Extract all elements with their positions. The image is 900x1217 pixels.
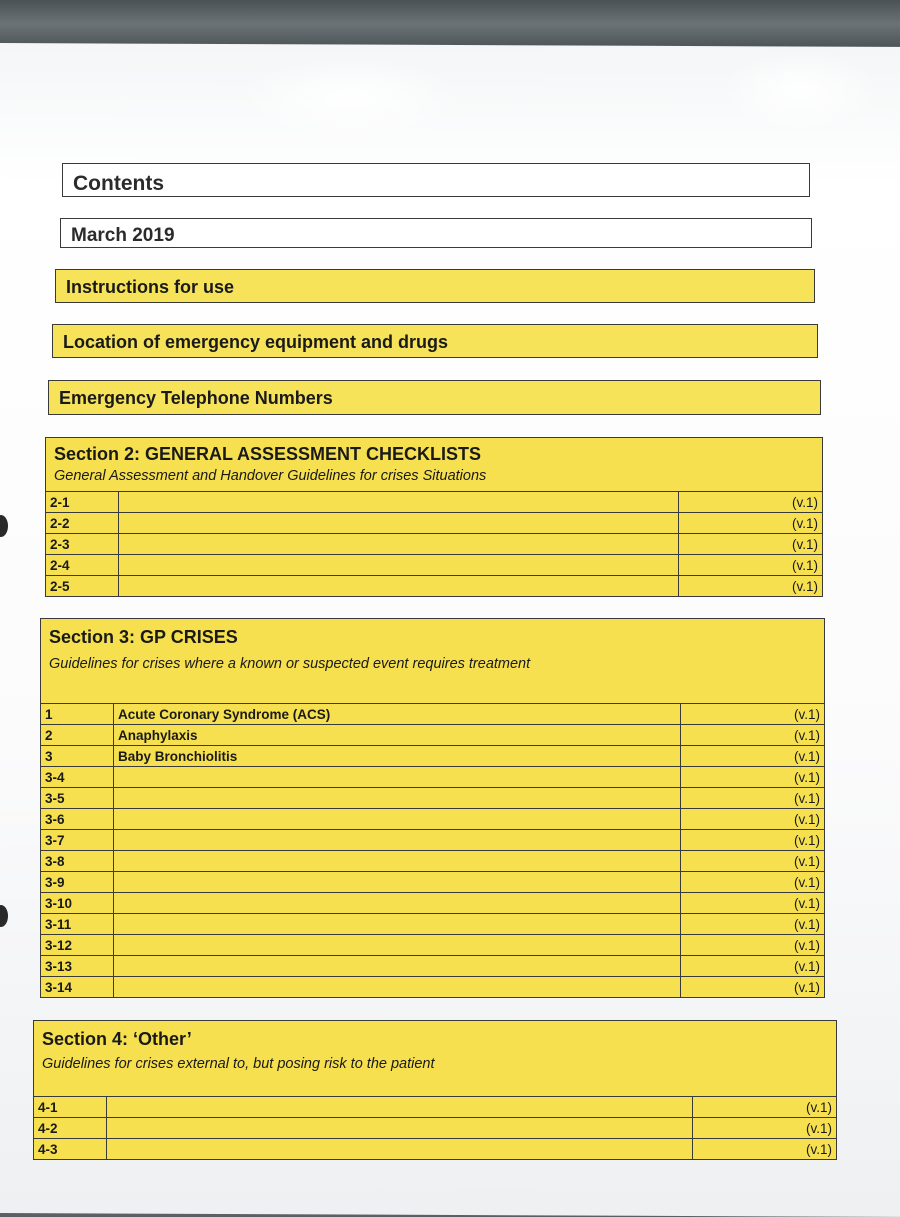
- table-row[interactable]: [41, 725, 824, 746]
- row-version: (v.1): [681, 851, 825, 872]
- row-version: (v.1): [679, 492, 823, 513]
- table-row[interactable]: [41, 956, 824, 977]
- row-title: [114, 767, 681, 788]
- section-4-panel: [33, 1020, 837, 1160]
- row-number: 4-2: [34, 1118, 107, 1139]
- table-row[interactable]: [46, 534, 822, 555]
- instructions-link[interactable]: Instructions for use: [55, 269, 815, 303]
- row-number: 3-4: [41, 767, 114, 788]
- row-version: (v.1): [693, 1118, 837, 1139]
- section-2-title: Section 2: GENERAL ASSESSMENT CHECKLISTS: [54, 444, 482, 464]
- table-row[interactable]: [46, 576, 822, 597]
- table-row[interactable]: [34, 1118, 836, 1139]
- row-number: 4-1: [34, 1097, 107, 1118]
- row-version: (v.1): [681, 830, 825, 851]
- table-row[interactable]: [41, 914, 824, 935]
- telephone-numbers-link[interactable]: Emergency Telephone Numbers: [48, 380, 821, 415]
- row-title: [114, 788, 681, 809]
- row-title: [114, 830, 681, 851]
- table-row[interactable]: [41, 872, 824, 893]
- row-number: 2-2: [46, 513, 119, 534]
- table-row[interactable]: [41, 704, 824, 725]
- row-number: 3-10: [41, 893, 114, 914]
- section-2-table: [46, 491, 822, 596]
- row-title: [119, 555, 679, 576]
- section-2-subtitle: General Assessment and Handover Guidelines for crises Situations: [54, 468, 487, 484]
- row-version: (v.1): [681, 809, 825, 830]
- row-title: [119, 576, 679, 597]
- table-row[interactable]: [46, 513, 822, 534]
- row-version: (v.1): [681, 977, 825, 998]
- row-number: 2-4: [46, 555, 119, 576]
- row-version: (v.1): [681, 746, 825, 767]
- row-version: (v.1): [681, 725, 825, 746]
- row-number: 2-5: [46, 576, 119, 597]
- section-4-subtitle: Guidelines for crises external to, but posing risk to the patient: [42, 1056, 435, 1072]
- row-version: (v.1): [681, 788, 825, 809]
- section-3-panel: [40, 618, 825, 998]
- table-row[interactable]: [41, 851, 824, 872]
- row-title: [107, 1118, 693, 1139]
- row-version: (v.1): [681, 704, 825, 725]
- table-row[interactable]: [34, 1139, 836, 1160]
- table-row[interactable]: [41, 935, 824, 956]
- table-row[interactable]: [41, 893, 824, 914]
- section-2-panel: [45, 437, 823, 597]
- row-title: [107, 1139, 693, 1160]
- row-number: 3-5: [41, 788, 114, 809]
- row-title: Baby Bronchiolitis: [114, 746, 681, 767]
- row-number: 2-3: [46, 534, 119, 555]
- row-title: Anaphylaxis: [114, 725, 681, 746]
- row-number: 3-8: [41, 851, 114, 872]
- row-number: 3-6: [41, 809, 114, 830]
- row-title: [114, 935, 681, 956]
- row-version: (v.1): [681, 914, 825, 935]
- table-row[interactable]: [41, 977, 824, 998]
- equipment-location-link[interactable]: Location of emergency equipment and drugs: [52, 324, 818, 358]
- row-number: 2: [41, 725, 114, 746]
- row-title: [107, 1097, 693, 1118]
- row-version: (v.1): [681, 935, 825, 956]
- row-version: (v.1): [681, 956, 825, 977]
- table-row[interactable]: [41, 830, 824, 851]
- row-version: (v.1): [681, 872, 825, 893]
- row-title: [119, 492, 679, 513]
- table-row[interactable]: [46, 492, 822, 513]
- row-title: [114, 851, 681, 872]
- table-row[interactable]: [34, 1097, 836, 1118]
- table-row[interactable]: [41, 809, 824, 830]
- row-version: (v.1): [693, 1097, 837, 1118]
- row-title: Acute Coronary Syndrome (ACS): [114, 704, 681, 725]
- section-3-table: [41, 703, 824, 997]
- row-title: [114, 914, 681, 935]
- contents-heading: Contents: [62, 163, 810, 197]
- row-number: 3-11: [41, 914, 114, 935]
- row-number: 3-14: [41, 977, 114, 998]
- section-3-title: Section 3: GP CRISES: [49, 627, 238, 647]
- row-version: (v.1): [681, 893, 825, 914]
- row-version: (v.1): [679, 534, 823, 555]
- row-title: [114, 956, 681, 977]
- row-number: 1: [41, 704, 114, 725]
- row-title: [114, 977, 681, 998]
- row-title: [114, 872, 681, 893]
- row-title: [119, 513, 679, 534]
- row-version: (v.1): [681, 767, 825, 788]
- row-number: 4-3: [34, 1139, 107, 1160]
- row-version: (v.1): [693, 1139, 837, 1160]
- glare-reflection: [240, 55, 460, 140]
- row-title: [114, 809, 681, 830]
- row-version: (v.1): [679, 513, 823, 534]
- table-row[interactable]: [41, 767, 824, 788]
- glare-reflection: [720, 48, 880, 133]
- row-number: 2-1: [46, 492, 119, 513]
- row-number: 3-9: [41, 872, 114, 893]
- row-title: [114, 893, 681, 914]
- table-row[interactable]: [41, 746, 824, 767]
- table-row[interactable]: [41, 788, 824, 809]
- row-version: (v.1): [679, 576, 823, 597]
- section-4-table: [34, 1096, 836, 1159]
- section-4-title: Section 4: ‘Other’: [42, 1029, 192, 1049]
- row-title: [119, 534, 679, 555]
- table-row[interactable]: [46, 555, 822, 576]
- row-number: 3-13: [41, 956, 114, 977]
- date-box: March 2019: [60, 218, 812, 248]
- row-number: 3-7: [41, 830, 114, 851]
- section-3-subtitle: Guidelines for crises where a known or suspected event requires treatment: [49, 656, 531, 672]
- row-number: 3: [41, 746, 114, 767]
- row-version: (v.1): [679, 555, 823, 576]
- row-number: 3-12: [41, 935, 114, 956]
